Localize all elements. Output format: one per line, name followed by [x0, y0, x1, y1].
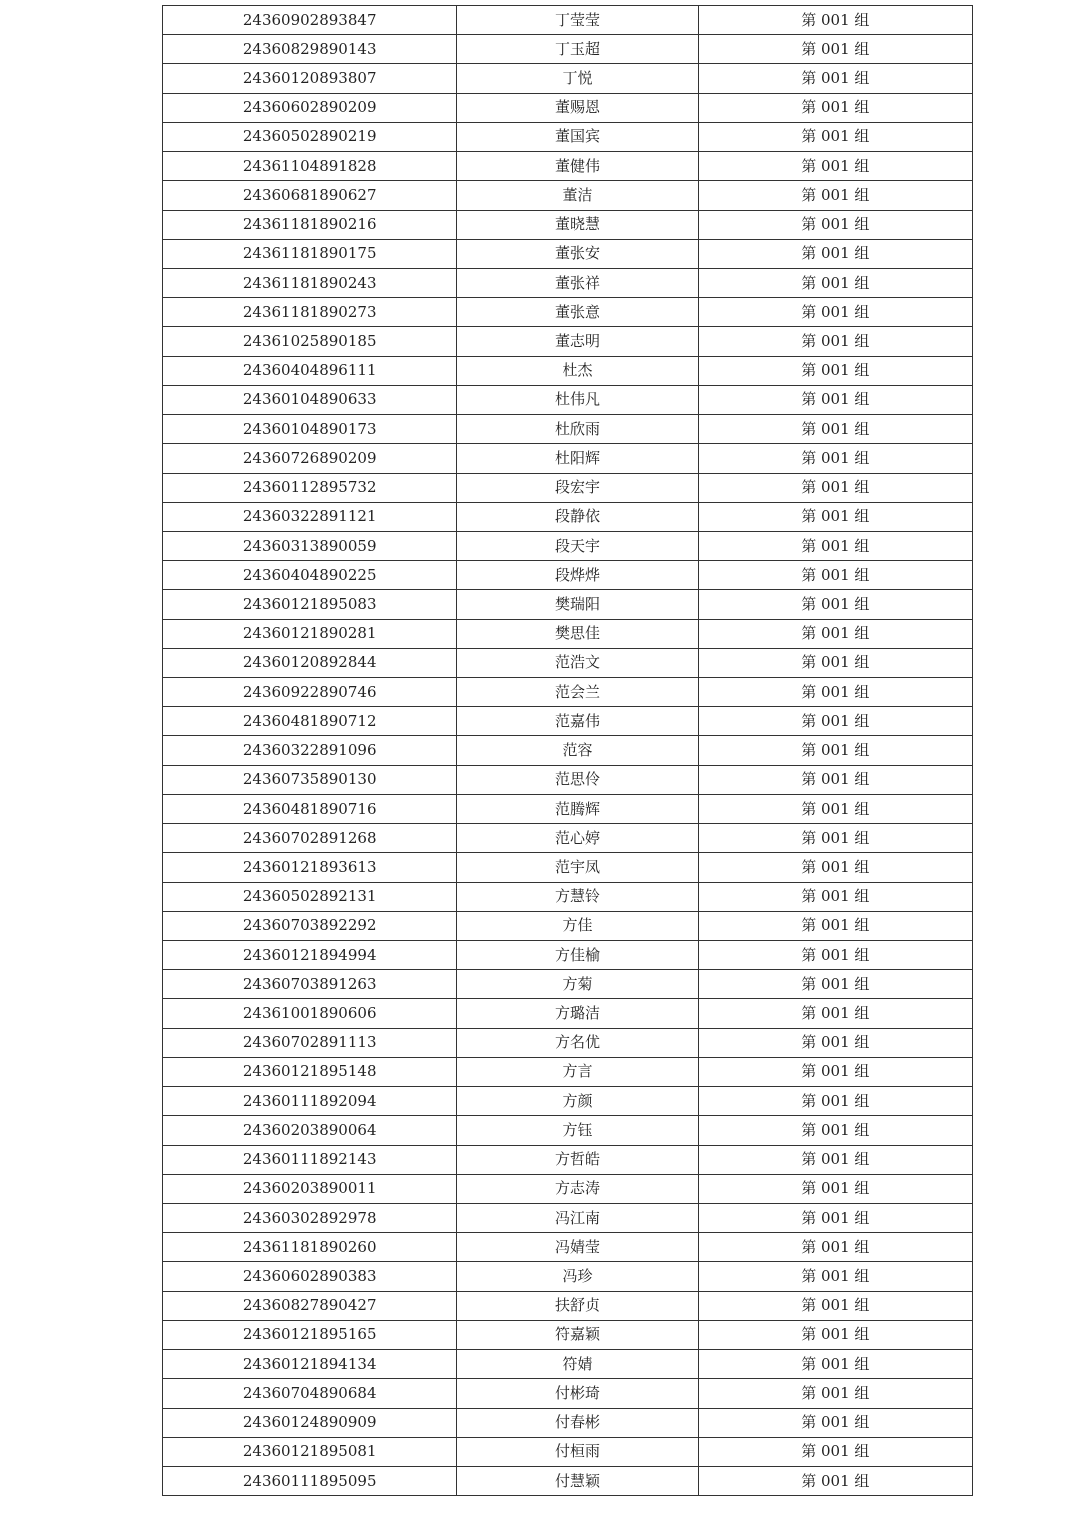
table-row [163, 1262, 973, 1291]
group-cell: 第 001 组 [698, 1203, 972, 1232]
group-cell: 第 001 组 [698, 531, 972, 560]
exam-number-cell: 24361104891828 [163, 152, 457, 181]
group-cell: 第 001 组 [698, 882, 972, 911]
table-row [163, 1320, 973, 1349]
exam-number-cell: 24360313890059 [163, 531, 457, 560]
exam-number-cell: 24360681890627 [163, 181, 457, 210]
exam-number-cell: 24360120893807 [163, 64, 457, 93]
student-name-cell: 方言 [457, 1057, 698, 1086]
group-cell: 第 001 组 [698, 1408, 972, 1437]
exam-number-cell: 24360111892143 [163, 1145, 457, 1174]
table-row [163, 1203, 973, 1232]
student-name-cell: 董张安 [457, 239, 698, 268]
group-cell: 第 001 组 [698, 502, 972, 531]
exam-number-cell: 24361181890243 [163, 268, 457, 297]
group-cell: 第 001 组 [698, 1145, 972, 1174]
student-name-cell: 范嘉伟 [457, 707, 698, 736]
group-cell: 第 001 组 [698, 1379, 972, 1408]
exam-number-cell: 24360481890712 [163, 707, 457, 736]
exam-number-cell: 24360112895732 [163, 473, 457, 502]
student-name-cell: 范宇凤 [457, 853, 698, 882]
exam-number-cell: 24360726890209 [163, 444, 457, 473]
student-name-cell: 方名优 [457, 1028, 698, 1057]
student-name-cell: 付桓雨 [457, 1437, 698, 1466]
table-row [163, 970, 973, 999]
exam-number-cell: 24360481890716 [163, 794, 457, 823]
exam-number-cell: 24360104890633 [163, 385, 457, 414]
table-row [163, 1233, 973, 1262]
exam-number-cell: 24361001890606 [163, 999, 457, 1028]
student-name-cell: 范思伶 [457, 765, 698, 794]
group-cell: 第 001 组 [698, 64, 972, 93]
table-row [163, 1087, 973, 1116]
group-cell: 第 001 组 [698, 1262, 972, 1291]
table-row [163, 941, 973, 970]
exam-number-cell: 24360902893847 [163, 6, 457, 35]
exam-number-cell: 24360111895095 [163, 1466, 457, 1495]
student-name-cell: 付春彬 [457, 1408, 698, 1437]
table-row [163, 561, 973, 590]
student-name-cell: 杜伟凡 [457, 385, 698, 414]
student-name-cell: 方佳 [457, 911, 698, 940]
roster-table [162, 5, 973, 1496]
table-row [163, 64, 973, 93]
table-row [163, 1379, 973, 1408]
table-row [163, 356, 973, 385]
table-row [163, 765, 973, 794]
table-row [163, 678, 973, 707]
group-cell: 第 001 组 [698, 415, 972, 444]
student-name-cell: 扶舒贞 [457, 1291, 698, 1320]
exam-number-cell: 24360404890225 [163, 561, 457, 590]
table-row [163, 1291, 973, 1320]
table-row [163, 794, 973, 823]
student-name-cell: 冯江南 [457, 1203, 698, 1232]
group-cell: 第 001 组 [698, 561, 972, 590]
student-name-cell: 付慧颖 [457, 1466, 698, 1495]
group-cell: 第 001 组 [698, 911, 972, 940]
student-name-cell: 符婧 [457, 1350, 698, 1379]
group-cell: 第 001 组 [698, 1087, 972, 1116]
student-name-cell: 丁莹莹 [457, 6, 698, 35]
student-name-cell: 方颜 [457, 1087, 698, 1116]
table-row [163, 210, 973, 239]
table-row [163, 6, 973, 35]
table-row [163, 502, 973, 531]
table-row [163, 648, 973, 677]
exam-number-cell: 24360322891121 [163, 502, 457, 531]
exam-number-cell: 24360703891263 [163, 970, 457, 999]
student-name-cell: 杜欣雨 [457, 415, 698, 444]
student-name-cell: 董张祥 [457, 268, 698, 297]
student-name-cell: 方璐洁 [457, 999, 698, 1028]
table-row [163, 619, 973, 648]
group-cell: 第 001 组 [698, 590, 972, 619]
student-name-cell: 范容 [457, 736, 698, 765]
table-row [163, 473, 973, 502]
student-name-cell: 方慧铃 [457, 882, 698, 911]
student-name-cell: 段天宇 [457, 531, 698, 560]
student-name-cell: 董国宾 [457, 122, 698, 151]
table-row [163, 385, 973, 414]
exam-number-cell: 24360121890281 [163, 619, 457, 648]
group-cell: 第 001 组 [698, 122, 972, 151]
group-cell: 第 001 组 [698, 6, 972, 35]
student-name-cell: 方钰 [457, 1116, 698, 1145]
student-name-cell: 付彬琦 [457, 1379, 698, 1408]
table-row [163, 327, 973, 356]
student-name-cell: 范腾辉 [457, 794, 698, 823]
exam-number-cell: 24360120892844 [163, 648, 457, 677]
group-cell: 第 001 组 [698, 1291, 972, 1320]
exam-number-cell: 24360203890064 [163, 1116, 457, 1145]
table-row [163, 93, 973, 122]
student-name-cell: 杜杰 [457, 356, 698, 385]
exam-number-cell: 24360121894994 [163, 941, 457, 970]
group-cell: 第 001 组 [698, 473, 972, 502]
group-cell: 第 001 组 [698, 268, 972, 297]
exam-number-cell: 24360827890427 [163, 1291, 457, 1320]
table-row [163, 853, 973, 882]
group-cell: 第 001 组 [698, 678, 972, 707]
exam-number-cell: 24360922890746 [163, 678, 457, 707]
group-cell: 第 001 组 [698, 93, 972, 122]
student-name-cell: 段静依 [457, 502, 698, 531]
group-cell: 第 001 组 [698, 181, 972, 210]
table-row [163, 1057, 973, 1086]
group-cell: 第 001 组 [698, 1116, 972, 1145]
group-cell: 第 001 组 [698, 385, 972, 414]
student-name-cell: 方志涛 [457, 1174, 698, 1203]
group-cell: 第 001 组 [698, 970, 972, 999]
table-row [163, 1437, 973, 1466]
group-cell: 第 001 组 [698, 941, 972, 970]
exam-number-cell: 24360121893613 [163, 853, 457, 882]
student-name-cell: 董晓慧 [457, 210, 698, 239]
table-row [163, 1116, 973, 1145]
exam-number-cell: 24360735890130 [163, 765, 457, 794]
group-cell: 第 001 组 [698, 1466, 972, 1495]
exam-number-cell: 24361181890216 [163, 210, 457, 239]
student-name-cell: 董张意 [457, 298, 698, 327]
group-cell: 第 001 组 [698, 1320, 972, 1349]
group-cell: 第 001 组 [698, 707, 972, 736]
student-name-cell: 董健伟 [457, 152, 698, 181]
exam-number-cell: 24361181890273 [163, 298, 457, 327]
student-name-cell: 杜阳辉 [457, 444, 698, 473]
group-cell: 第 001 组 [698, 1028, 972, 1057]
group-cell: 第 001 组 [698, 794, 972, 823]
exam-number-cell: 24360704890684 [163, 1379, 457, 1408]
student-name-cell: 方哲皓 [457, 1145, 698, 1174]
table-row [163, 531, 973, 560]
table-row [163, 444, 973, 473]
exam-number-cell: 24361025890185 [163, 327, 457, 356]
table-row [163, 181, 973, 210]
group-cell: 第 001 组 [698, 152, 972, 181]
exam-number-cell: 24360702891113 [163, 1028, 457, 1057]
student-name-cell: 冯珍 [457, 1262, 698, 1291]
group-cell: 第 001 组 [698, 1350, 972, 1379]
table-row [163, 298, 973, 327]
student-name-cell: 方菊 [457, 970, 698, 999]
table-row [163, 824, 973, 853]
student-name-cell: 方佳榆 [457, 941, 698, 970]
table-row [163, 268, 973, 297]
group-cell: 第 001 组 [698, 853, 972, 882]
table-row [163, 1145, 973, 1174]
group-cell: 第 001 组 [698, 1174, 972, 1203]
table-row [163, 911, 973, 940]
group-cell: 第 001 组 [698, 239, 972, 268]
group-cell: 第 001 组 [698, 1057, 972, 1086]
student-name-cell: 董志明 [457, 327, 698, 356]
group-cell: 第 001 组 [698, 356, 972, 385]
group-cell: 第 001 组 [698, 327, 972, 356]
group-cell: 第 001 组 [698, 824, 972, 853]
group-cell: 第 001 组 [698, 298, 972, 327]
exam-number-cell: 24360203890011 [163, 1174, 457, 1203]
exam-number-cell: 24360502890219 [163, 122, 457, 151]
exam-number-cell: 24361181890260 [163, 1233, 457, 1262]
exam-number-cell: 24360703892292 [163, 911, 457, 940]
exam-number-cell: 24360702891268 [163, 824, 457, 853]
student-name-cell: 丁悦 [457, 64, 698, 93]
exam-number-cell: 24360829890143 [163, 35, 457, 64]
table-row [163, 1350, 973, 1379]
student-name-cell: 丁玉超 [457, 35, 698, 64]
student-name-cell: 段宏宇 [457, 473, 698, 502]
student-name-cell: 范浩文 [457, 648, 698, 677]
student-name-cell: 董赐恩 [457, 93, 698, 122]
student-name-cell: 樊思佳 [457, 619, 698, 648]
exam-number-cell: 24360502892131 [163, 882, 457, 911]
table-row [163, 1466, 973, 1495]
exam-number-cell: 24361181890175 [163, 239, 457, 268]
exam-number-cell: 24360121895148 [163, 1057, 457, 1086]
student-name-cell: 樊瑞阳 [457, 590, 698, 619]
group-cell: 第 001 组 [698, 736, 972, 765]
student-name-cell: 段烨烨 [457, 561, 698, 590]
exam-number-cell: 24360111892094 [163, 1087, 457, 1116]
table-row [163, 122, 973, 151]
group-cell: 第 001 组 [698, 35, 972, 64]
table-row [163, 1174, 973, 1203]
group-cell: 第 001 组 [698, 444, 972, 473]
group-cell: 第 001 组 [698, 765, 972, 794]
table-row [163, 35, 973, 64]
exam-number-cell: 24360124890909 [163, 1408, 457, 1437]
table-row [163, 152, 973, 181]
group-cell: 第 001 组 [698, 210, 972, 239]
student-name-cell: 符嘉颖 [457, 1320, 698, 1349]
student-name-cell: 范会兰 [457, 678, 698, 707]
exam-number-cell: 24360322891096 [163, 736, 457, 765]
table-row [163, 999, 973, 1028]
group-cell: 第 001 组 [698, 999, 972, 1028]
table-row [163, 590, 973, 619]
exam-number-cell: 24360121895083 [163, 590, 457, 619]
table-row [163, 736, 973, 765]
roster-body [163, 6, 973, 1496]
exam-number-cell: 24360302892978 [163, 1203, 457, 1232]
group-cell: 第 001 组 [698, 1437, 972, 1466]
exam-number-cell: 24360602890383 [163, 1262, 457, 1291]
table-row [163, 707, 973, 736]
exam-number-cell: 24360104890173 [163, 415, 457, 444]
group-cell: 第 001 组 [698, 619, 972, 648]
student-name-cell: 范心婷 [457, 824, 698, 853]
group-cell: 第 001 组 [698, 1233, 972, 1262]
table-row [163, 239, 973, 268]
exam-number-cell: 24360121895165 [163, 1320, 457, 1349]
table-row [163, 415, 973, 444]
exam-number-cell: 24360121895081 [163, 1437, 457, 1466]
table-row [163, 1028, 973, 1057]
group-cell: 第 001 组 [698, 648, 972, 677]
table-row [163, 882, 973, 911]
student-name-cell: 董洁 [457, 181, 698, 210]
exam-number-cell: 24360404896111 [163, 356, 457, 385]
table-row [163, 1408, 973, 1437]
exam-number-cell: 24360121894134 [163, 1350, 457, 1379]
exam-number-cell: 24360602890209 [163, 93, 457, 122]
student-name-cell: 冯婧莹 [457, 1233, 698, 1262]
